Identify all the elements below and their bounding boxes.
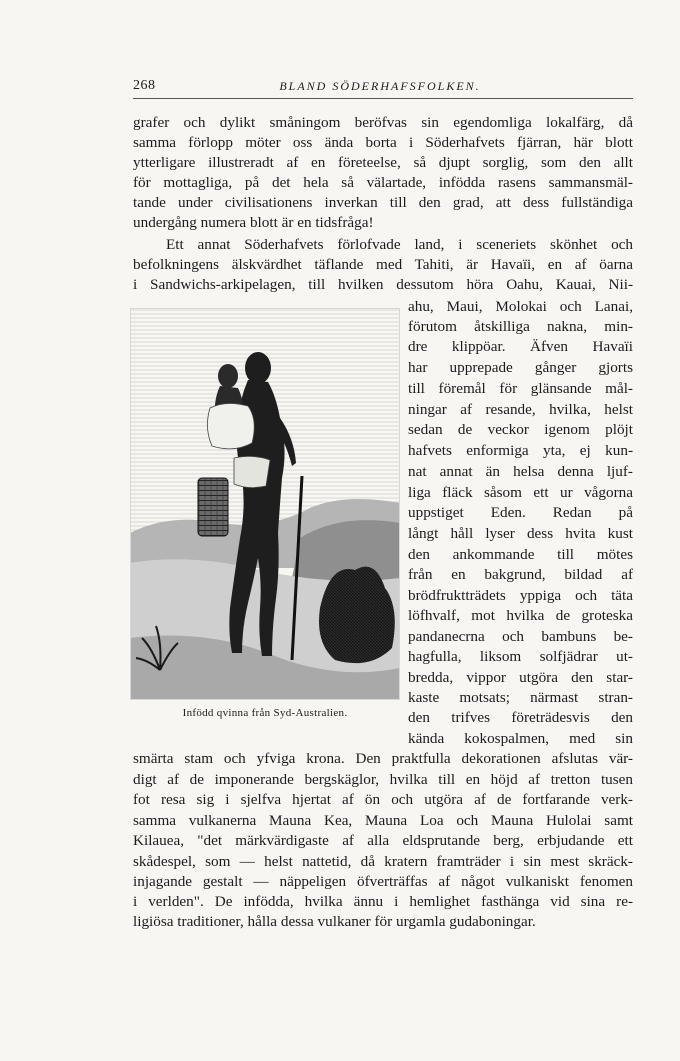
text-line: i Sandwichs-arkipelagen, till hvilken dessutom höra Oahu, Kauai, Nii- <box>133 276 633 293</box>
skirt <box>234 456 270 487</box>
text-line: digt af de imponerande bergskäglor, hvilka till en höjd af tretton tusen <box>133 771 633 788</box>
text-line: från en bakgrund, bildad af <box>408 566 633 583</box>
text-line: grafer och dylikt småningom beröfvas sin egendomliga lokalfärg, då <box>133 114 633 131</box>
text-line: fot resa sig i sjelfva hjertat af ön och utgöra af de fortfarande verk- <box>133 791 633 808</box>
page-number: 268 <box>133 78 156 93</box>
text-line: kaste motsats; närmast stran- <box>408 689 633 706</box>
text-line: samma förlopp möter oss ända borta i Söderhafvets fjärran, här blott <box>133 134 633 151</box>
text-line: ahu, Maui, Molokai och Lanai, <box>408 298 633 315</box>
text-line: ytterligare illustreradt af en företeelse, så djupt sorglig, som den allt <box>133 154 633 171</box>
text-line: dre klippöar. Äfven Havaïi <box>408 338 633 355</box>
cloth-wrap <box>207 403 254 448</box>
engraving-drawing <box>130 308 400 700</box>
text-line: har upprepade gånger gjorts <box>408 359 633 376</box>
text-line: sedan de veckor igenom plöjt <box>408 421 633 438</box>
text-line: hagfulla, liksom solfjädrar ut- <box>408 648 633 665</box>
text-line: smärta stam och yfviga krona. Den praktfulla dekorationen afslutas vär- <box>133 750 633 767</box>
text-line: den ankommande till mötes <box>408 546 633 563</box>
text-line: nat annat än helsa denna ljuf- <box>408 463 633 480</box>
text-line: tande under civilisationens inverkan till den grad, att dess fullständiga <box>133 194 633 211</box>
text-line: till föremål för glänsande mål- <box>408 380 633 397</box>
text-line: den trifves företrädesvis den <box>408 709 633 726</box>
text-line: hafvets enformiga yta, ej kun- <box>408 442 633 459</box>
text-line: ningar af resande, hvilka, helst <box>408 401 633 418</box>
text-line: bredda, vippor utgöra den star- <box>408 669 633 686</box>
text-line: ligiösa traditioner, hålla dessa vulkaner för urgamla gudaboningar. <box>133 913 536 930</box>
text-line: skådespel, som — helst nattetid, då kratern framträder i sin mest skräck- <box>133 853 633 870</box>
figure-caption: Infödd qvinna från Syd-Australien. <box>182 707 348 719</box>
header-rule <box>133 98 633 99</box>
text-line: brödfruktträdets yppiga och täta <box>408 587 633 604</box>
text-line: injagande gestalt — näppeligen öfverträffas af något vulkaniskt fenomen <box>133 873 633 890</box>
running-head: BLAND SÖDERHAFSFOLKEN. <box>279 79 481 93</box>
text-line: Kilauea, "det märkvärdigaste af alla eldsprutande berg, erbjudande ett <box>133 832 633 849</box>
text-line: i verlden". De infödda, hvilka ännu i hemlighet fasthänga vid sina re- <box>133 893 633 910</box>
text-line: liga fläck såsom ett ur vågorna <box>408 484 633 501</box>
text-line: undergång numera blott är en tidsfråga! <box>133 214 374 231</box>
text-line: förutom åtskilliga nakna, min- <box>408 318 633 335</box>
engraving-illustration <box>130 308 400 700</box>
text-line: långt håll lyser dess hvita kust <box>408 525 633 542</box>
text-line: uppstiget Eden. Redan på <box>408 504 633 521</box>
text-line: kända kokospalmen, med sin <box>408 730 633 747</box>
text-line: pandanecrna och bambuns be- <box>408 628 633 645</box>
text-line: för mottagliga, på det hela så välartade, infödda rasens sammansmäl- <box>133 174 633 191</box>
text-line: löfhvalf, mot hvilka de groteska <box>408 607 633 624</box>
basket <box>198 478 228 536</box>
text-line: befolkningens älskvärdhet täflande med Tahiti, är Havaïi, en af öarna <box>133 256 633 273</box>
text-line: samma vulkanerna Mauna Kea, Mauna Loa och Mauna Hulolai samt <box>133 812 633 829</box>
text-line: Ett annat Söderhafvets förlofvade land, i sceneriets skönhet och <box>166 236 633 253</box>
